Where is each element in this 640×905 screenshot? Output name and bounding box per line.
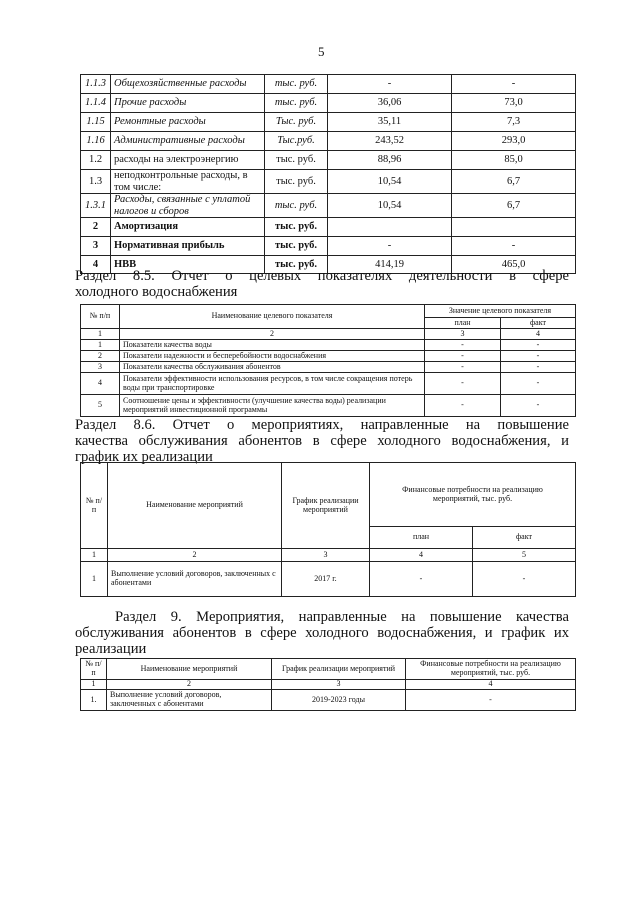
colnum: 1 [81, 329, 120, 340]
row-schedule: 2019-2023 годы [272, 690, 406, 711]
row-unit: тыс. руб. [265, 218, 328, 237]
row-value-2: 6,7 [452, 170, 576, 194]
row-num: 3 [81, 237, 111, 256]
row-num: 1.15 [81, 113, 111, 132]
row-fact: - [501, 395, 576, 417]
header-financial-needs: Финансовые потребности на реализацию мероприятий, тыс. руб. [406, 659, 576, 680]
row-unit: тыс. руб. [265, 151, 328, 170]
row-value-1 [328, 218, 452, 237]
row-num: 1.1.3 [81, 75, 111, 94]
colnum: 5 [473, 549, 576, 562]
section-8-6-heading [75, 417, 569, 465]
header-measure-name: Наименование мероприятий [108, 463, 282, 549]
section-8-5-heading-line2: холодного водоснабжения [75, 284, 238, 300]
row-expense-name: Ремонтные расходы [111, 113, 265, 132]
row-plan: - [370, 562, 473, 597]
row-value-2: 85,0 [452, 151, 576, 170]
row-num: 4 [81, 373, 120, 395]
row-schedule: 2017 г. [282, 562, 370, 597]
row-value-2: 6,7 [452, 194, 576, 218]
header-fact: факт [501, 318, 576, 329]
row-unit: тыс. руб. [265, 256, 328, 274]
section-8-6-heading-line3: график их реализации [75, 449, 213, 465]
row-fact: - [501, 351, 576, 362]
header-plan: план [425, 318, 501, 329]
section-8-6-heading-line1: Раздел 8.6. Отчет о мероприятиях, направленные на повышение [75, 417, 569, 433]
table-row [81, 94, 576, 113]
header-fact: факт [473, 527, 576, 549]
row-unit: Тыс.руб. [265, 132, 328, 151]
row-num: 1.2 [81, 151, 111, 170]
row-num: 1 [81, 340, 120, 351]
table-row [81, 151, 576, 170]
row-expense-name: НВВ [111, 256, 265, 274]
colnum: 3 [272, 680, 406, 690]
row-expense-name: Расходы, связанные с уплатой налогов и сборов [111, 194, 265, 218]
row-plan: - [425, 395, 501, 417]
row-unit: тыс. руб. [265, 94, 328, 113]
section-9-heading-line1: Раздел 9. Мероприятия, направленные на повышение качества [115, 609, 569, 625]
row-expense-name: расходы на электроэнергию [111, 151, 265, 170]
row-expense-name: Прочие расходы [111, 94, 265, 113]
row-value-2 [452, 218, 576, 237]
table-row [81, 690, 576, 711]
row-fact: - [501, 340, 576, 351]
row-num: 1.1.4 [81, 94, 111, 113]
colnum: 1 [81, 549, 108, 562]
table-row [81, 373, 576, 395]
page-number: 5 [318, 44, 325, 59]
row-value-1: 88,96 [328, 151, 452, 170]
row-value-2: 73,0 [452, 94, 576, 113]
row-expense-name: Амортизация [111, 218, 265, 237]
table-row [81, 340, 576, 351]
row-plan: - [425, 340, 501, 351]
colnum: 4 [370, 549, 473, 562]
row-financial-needs: - [406, 690, 576, 711]
header-schedule: График реализации мероприятий [272, 659, 406, 680]
section-8-5-heading-line1: Раздел 8.5. Отчет о целевых показателях деятельности в сфере [75, 268, 569, 284]
row-value-1: 10,54 [328, 194, 452, 218]
row-plan: - [425, 362, 501, 373]
row-fact: - [501, 373, 576, 395]
row-num: 1. [81, 690, 107, 711]
row-num: 3 [81, 362, 120, 373]
row-value-1: - [328, 75, 452, 94]
row-value-1: 414,19 [328, 256, 452, 274]
table-row [81, 218, 576, 237]
header-schedule: График реализации мероприятий [282, 463, 370, 549]
row-unit: тыс. руб. [265, 237, 328, 256]
row-fact: - [473, 562, 576, 597]
row-expense-name: Административные расходы [111, 132, 265, 151]
table-row [81, 562, 576, 597]
costs-table [80, 74, 576, 274]
row-num: 4 [81, 256, 111, 274]
row-indicator-name: Показатели качества обслуживания абонентов [120, 362, 425, 373]
table-row [81, 132, 576, 151]
section-9-heading-line3: реализации [75, 641, 147, 657]
row-plan: - [425, 351, 501, 362]
row-value-2: 465,0 [452, 256, 576, 274]
row-measure-name: Выполнение условий договоров, заключенных с абонентами [107, 690, 272, 711]
table-row [81, 113, 576, 132]
measures-plan-table [80, 658, 576, 711]
row-value-1: 243,52 [328, 132, 452, 151]
header-indicator-name: Наименование целевого показателя [120, 305, 425, 329]
row-num: 2 [81, 218, 111, 237]
table-row [81, 395, 576, 417]
row-fact: - [501, 362, 576, 373]
row-num: 1.3.1 [81, 194, 111, 218]
row-value-1: 36,06 [328, 94, 452, 113]
colnum: 4 [501, 329, 576, 340]
row-indicator-name: Показатели эффективности использования ресурсов, в том числе сокращения потерь воды при транспортировке [120, 373, 425, 395]
header-plan: план [370, 527, 473, 549]
header-num: № п/п [81, 659, 107, 680]
row-plan: - [425, 373, 501, 395]
row-value-1: 35,11 [328, 113, 452, 132]
colnum: 1 [81, 680, 107, 690]
row-num: 5 [81, 395, 120, 417]
row-expense-name: Нормативная прибыль [111, 237, 265, 256]
header-num: № п/п [81, 463, 108, 549]
table-row [81, 170, 576, 194]
header-indicator-value: Значение целевого показателя [425, 305, 576, 318]
row-indicator-name: Показатели надежности и бесперебойности водоснабжения [120, 351, 425, 362]
row-unit: тыс. руб. [265, 75, 328, 94]
row-num: 1 [81, 562, 108, 597]
measures-report-table [80, 462, 576, 597]
colnum: 2 [120, 329, 425, 340]
row-expense-name: неподконтрольные расходы, в том числе: [111, 170, 265, 194]
row-indicator-name: Соотношение цены и эффективности (улучшение качества воды) реализации мероприятий инвестиционной программы [120, 395, 425, 417]
section-8-6-heading-line2: качества обслуживания абонентов в сфере холодного водоснабжения, и [75, 433, 569, 449]
row-value-1: - [328, 237, 452, 256]
target-indicators-table [80, 304, 576, 417]
section-8-5-heading [75, 268, 569, 300]
table-row [81, 75, 576, 94]
header-measure-name: Наименование мероприятий [107, 659, 272, 680]
row-indicator-name: Показатели качества воды [120, 340, 425, 351]
row-unit: Тыс. руб. [265, 113, 328, 132]
row-expense-name: Общехозяйственные расходы [111, 75, 265, 94]
colnum: 2 [107, 680, 272, 690]
colnum: 3 [425, 329, 501, 340]
section-9-heading [75, 609, 569, 657]
table-row [81, 237, 576, 256]
colnum: 2 [108, 549, 282, 562]
row-num: 2 [81, 351, 120, 362]
row-value-2: 293,0 [452, 132, 576, 151]
row-value-2: 7,3 [452, 113, 576, 132]
row-value-2: - [452, 237, 576, 256]
row-num: 1.16 [81, 132, 111, 151]
row-measure-name: Выполнение условий договоров, заключенных с абонентами [108, 562, 282, 597]
row-value-1: 10,54 [328, 170, 452, 194]
colnum: 4 [406, 680, 576, 690]
header-num: № п/п [81, 305, 120, 329]
table-row [81, 194, 576, 218]
row-value-2: - [452, 75, 576, 94]
row-num: 1.3 [81, 170, 111, 194]
table-row [81, 362, 576, 373]
colnum: 3 [282, 549, 370, 562]
table-row [81, 351, 576, 362]
header-financial-needs: Финансовые потребности на реализацию мероприятий, тыс. руб. [370, 463, 576, 527]
row-unit: тыс. руб. [265, 194, 328, 218]
row-unit: тыс. руб. [265, 170, 328, 194]
section-9-heading-line2: обслуживания абонентов в сфере холодного водоснабжения, и график их [75, 625, 569, 641]
